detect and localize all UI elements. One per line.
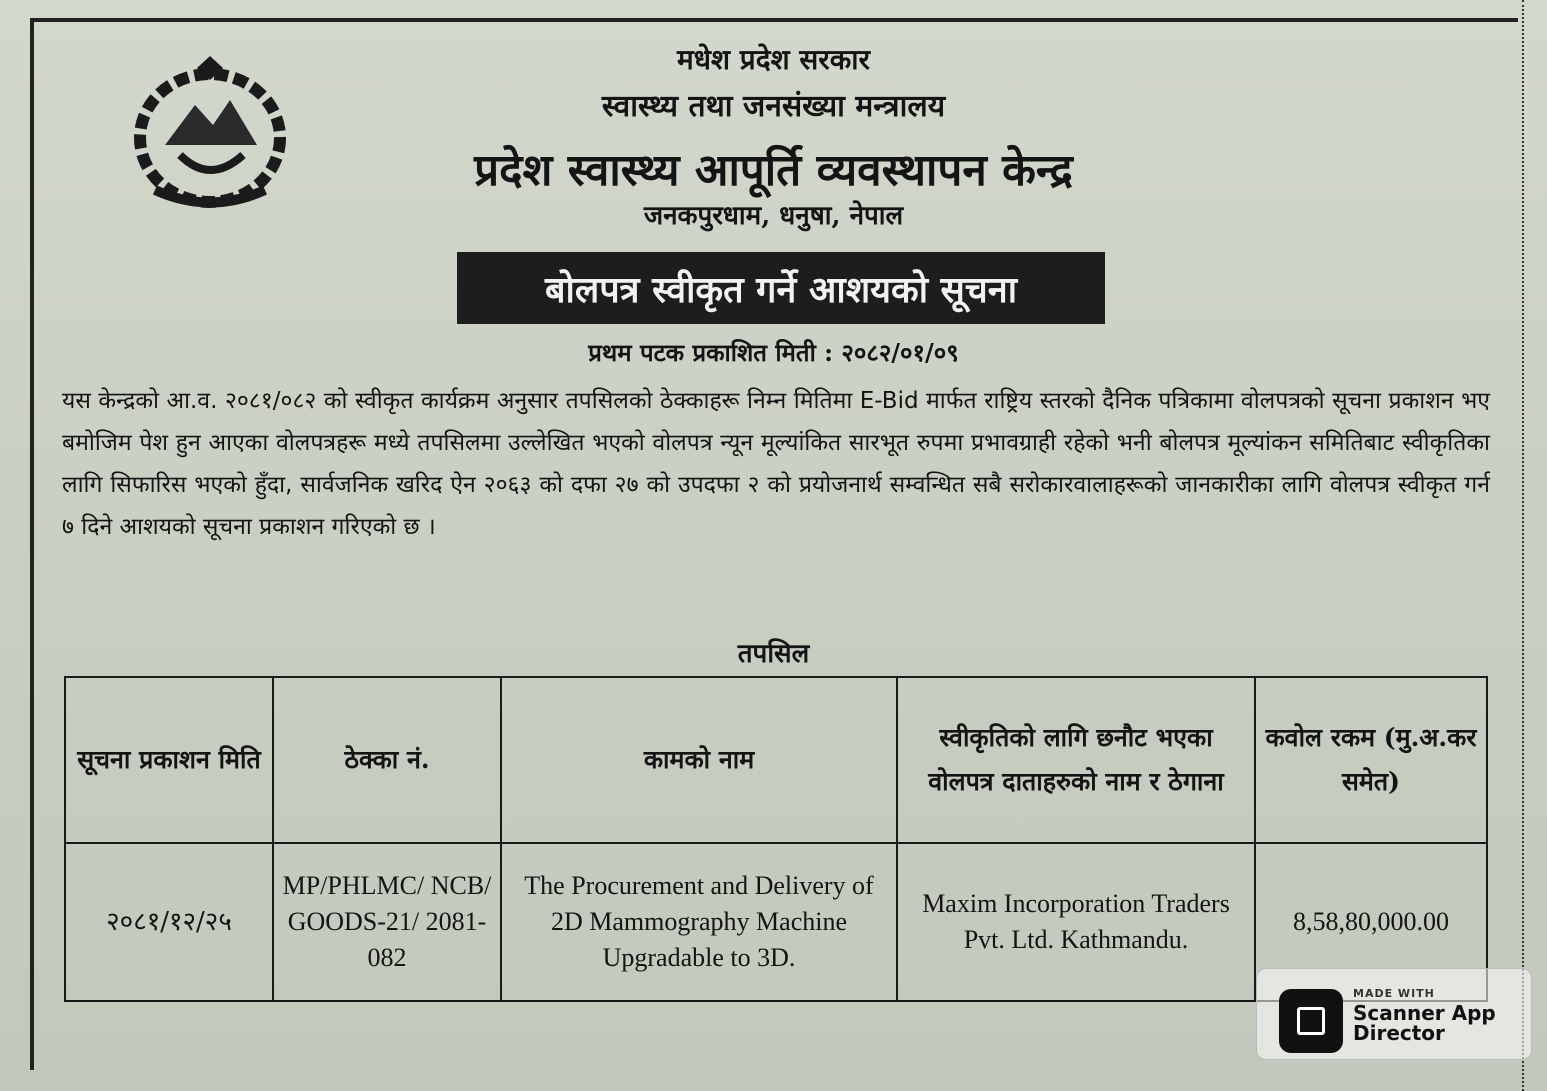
notice-title-banner bbox=[457, 252, 1105, 324]
notice-body: यस केन्द्रको आ.व. २०८१/०८२ को स्वीकृत कार्यक्रम अनुसार तपसिलको ठेक्काहरू निम्न मितिमा E-Bid मार्फत राष्ट्रिय स्तरको दैनिक पत्रिकामा वोलपत्रको सूचना प्रकाशन भए बमोजिम पेश हुन आएका वोलपत्रहरू मध्ये तपसिलमा उल्लेखित भएको वोलपत्र न्यून मूल्यांकित सारभूत रुपमा प्रभावग्राही रहेको भनी बोलपत्र मूल्यांकन समितिबाट स्वीकृतिका लागि सिफारिस भएको हुँदा, सार्वजनिक खरिद ऐन २०६३ को दफा २७ को उपदफा २ को प्रयोजनार्थ सम्वन्धित सबै सरोकारवालाहरूको जानकारीका लागि वोलपत्र स्वीकृत गर्न ७ दिने आशयको सूचना प्रकाशन गरिएको छ । bbox=[62, 388, 1490, 540]
scanner-app-icon bbox=[1279, 989, 1343, 1053]
watermark-app-name bbox=[1353, 1003, 1531, 1043]
watermark-app-suffix: Director bbox=[1353, 1021, 1445, 1045]
cell-date: २०८१/१२/२५ bbox=[65, 843, 273, 1001]
cell-amount: 8,58,80,000.00 bbox=[1255, 843, 1487, 1001]
watermark-app-title: Scanner App bbox=[1353, 1001, 1496, 1025]
government-name: मधेश प्रदेश सरकार bbox=[677, 43, 870, 76]
schedule-label: तपसिल bbox=[737, 639, 810, 669]
first-published-date: प्रथम पटक प्रकाशित मिती : २०८२/०१/०९ bbox=[588, 338, 959, 367]
cell-contract-no: MP/PHLMC/ NCB/ GOODS-21/ 2081-082 bbox=[273, 843, 501, 1001]
header-date: सूचना प्रकाशन मिति bbox=[65, 677, 273, 843]
table-header-row bbox=[65, 677, 1487, 843]
schedule-table bbox=[64, 676, 1488, 1002]
center-address: जनकपुरधाम, धनुषा, नेपाल bbox=[643, 201, 904, 231]
scanner-watermark bbox=[1256, 968, 1532, 1060]
header-amount: कवोल रकम (मु.अ.कर समेत) bbox=[1255, 677, 1487, 843]
cell-bidder: Maxim Incorporation Traders Pvt. Ltd. Kathmandu. bbox=[897, 843, 1255, 1001]
cell-work-name: The Procurement and Delivery of 2D Mammography Machine Upgradable to 3D. bbox=[501, 843, 897, 1001]
notice-title: बोलपत्र स्वीकृत गर्ने आशयको सूचना bbox=[544, 268, 1018, 311]
header-contract-no: ठेक्का नं. bbox=[273, 677, 501, 843]
watermark-made-with: MADE WITH bbox=[1353, 987, 1435, 1000]
center-name: प्रदेश स्वास्थ्य आपूर्ति व्यवस्थापन केन्द्र bbox=[474, 145, 1073, 196]
header-bidder: स्वीकृतिको लागि छनौट भएका वोलपत्र दाताहरुको नाम र ठेगाना bbox=[897, 677, 1255, 843]
ministry-name: स्वास्थ्य तथा जनसंख्या मन्त्रालय bbox=[601, 89, 946, 124]
header-work-name: कामको नाम bbox=[501, 677, 897, 843]
